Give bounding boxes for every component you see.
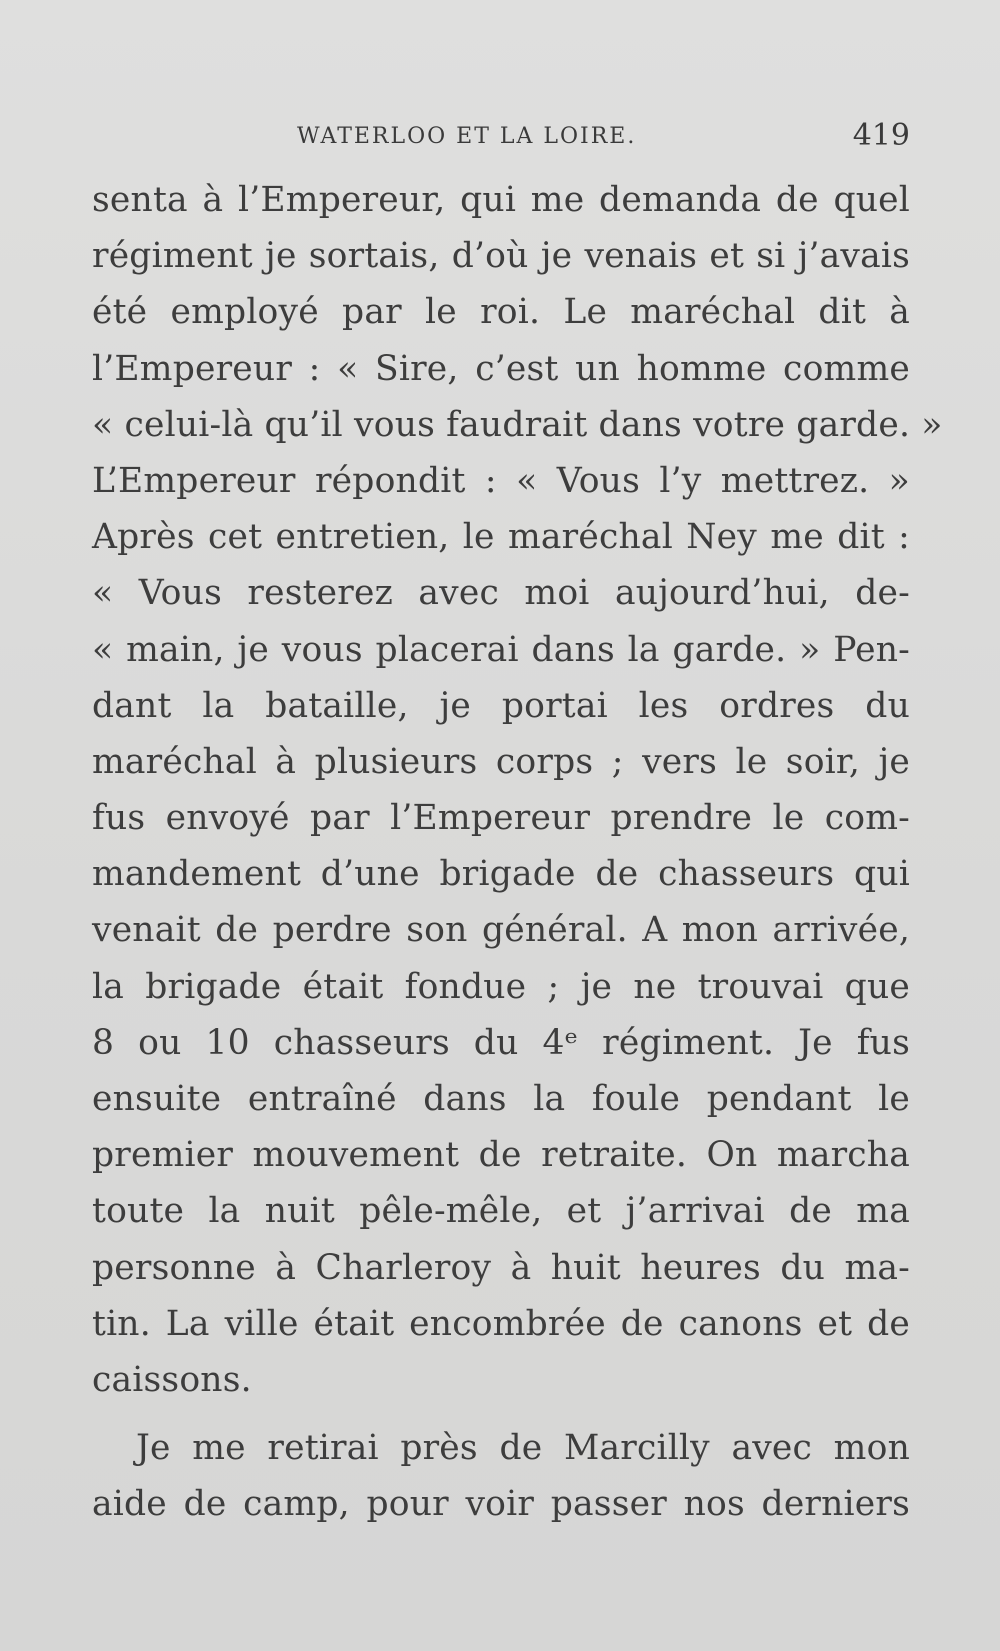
text-line: la brigade était fondue ; je ne trouvai que — [92, 966, 910, 1007]
text-line: été employé par le roi. Le maréchal dit à — [92, 292, 910, 333]
text-line: maréchal à plusieurs corps ; vers le soir, je — [92, 741, 910, 782]
text-line: personne à Charleroy à huit heures du ma- — [92, 1247, 910, 1288]
text-line: senta à l’Empereur, qui me demanda de quel — [92, 180, 910, 220]
text-line: L’Empereur répondit : « Vous l’y mettrez. » — [92, 460, 910, 501]
text-line: « Vous resterez avec moi aujourd’hui, de- — [92, 573, 910, 614]
text-line: « main, je vous placerai dans la garde. » Pen- — [92, 629, 910, 670]
text-line: régiment je sortais, d’où je venais et si j’avais — [92, 236, 910, 277]
text-line: tin. La ville était encombrée de canons et de — [92, 1303, 910, 1344]
page-number: 419 — [852, 118, 910, 153]
text-line: ensuite entraîné dans la foule pendant le — [92, 1079, 910, 1119]
text-line: fus envoyé par l’Empereur prendre le com- — [92, 798, 910, 839]
paragraph — [92, 172, 943, 1408]
text-line: toute la nuit pêle-mêle, et j’arrivai de ma — [92, 1191, 910, 1232]
running-head: WATERLOO ET LA LOIRE. — [297, 124, 637, 149]
text-line: Après cet entretien, le maréchal Ney me dit : — [92, 517, 910, 558]
text-line: premier mouvement de retraite. On marcha — [92, 1135, 910, 1176]
text-line: caissons. — [92, 1359, 252, 1400]
paragraph-gap — [92, 1408, 910, 1420]
text-line: venait de perdre son général. A mon arrivée, — [92, 910, 910, 951]
text-line: dant la bataille, je portai les ordres du — [92, 685, 910, 726]
text-line: 8 ou 10 chasseurs du 4ᵉ régiment. Je fus — [92, 1022, 910, 1063]
text-line: aide de camp, pour voir passer nos derniers — [92, 1484, 910, 1525]
page-body — [92, 172, 943, 1533]
text-line: l’Empereur : « Sire, c’est un homme comme — [92, 348, 910, 389]
text-line: mandement d’une brigade de chasseurs qui — [92, 854, 910, 895]
text-line: « celui-là qu’il vous faudrait dans votre garde. » — [92, 404, 943, 445]
text-line: Je me retirai près de Marcilly avec mon — [136, 1428, 910, 1469]
page-header — [92, 118, 910, 158]
paragraph — [92, 1420, 910, 1532]
